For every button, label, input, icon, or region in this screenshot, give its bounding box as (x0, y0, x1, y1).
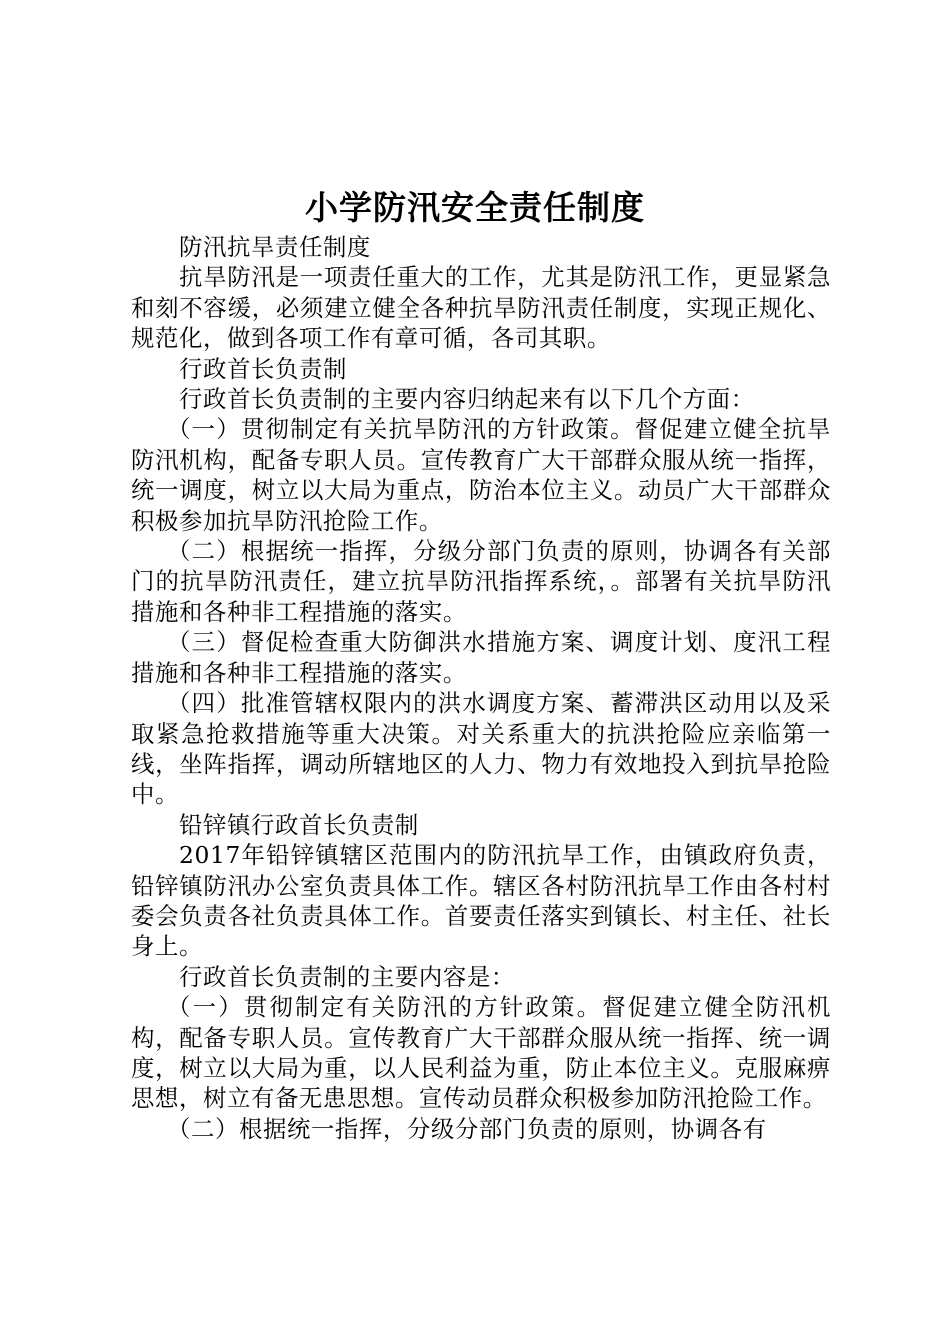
section-heading: 防汛抗旱责任制度 (179, 233, 371, 261)
paragraph: 2017年铅锌镇辖区范围内的防汛抗旱工作，由镇政府负责，铅锌镇防汛办公室负责具体工作。辖区各村防汛抗旱工作由各村村委会负责各社负责具体工作。首要责任落实到镇长、村主任、社长身上。 (131, 841, 831, 961)
section-heading: 行政首长负责制 (179, 354, 347, 383)
list-item: （四）批准管辖权限内的洪水调度方案、蓄滞洪区动用以及采取紧急抢救措施等重大决策。对关系重大的抗洪抢险应亲临第一线，坐阵指挥，调动所辖地区的人力、物力有效地投入到抗旱抢险中。 (131, 689, 831, 809)
list-item: （二）根据统一指挥，分级分部门负责的原则，协调各有关部门的抗旱防汛责任，建立抗旱防汛指挥系统，。部署有关抗旱防汛措施和各种非工程措施的落实。 (131, 537, 831, 626)
section-heading: 铅锌镇行政首长负责制 (179, 810, 419, 839)
list-item: （一）贯彻制定有关防汛的方针政策。督促建立健全防汛机构，配备专职人员。宣传教育广大干部群众服从统一指挥、统一调度，树立以大局为重，以人民利益为重，防止本位主义。克服麻痹思想，树立有备无患思想。宣传动员群众积极参加防汛抢险工作。 (131, 993, 831, 1113)
list-item: （一）贯彻制定有关抗旱防汛的方针政策。督促建立健全抗旱防汛机构，配备专职人员。宣传教育广大干部群众服从统一指挥，统一调度，树立以大局为重点，防治本位主义。动员广大干部群众积极参加抗旱防汛抢险工作。 (131, 415, 831, 535)
list-item: （二）根据统一指挥，分级分部门负责的原则，协调各有 (167, 1114, 767, 1143)
document-title: 小学防汛安全责任制度 (305, 188, 645, 227)
document-body (131, 232, 831, 1144)
paragraph: 行政首长负责制的主要内容归纳起来有以下几个方面： (179, 385, 755, 414)
list-item: （三）督促检查重大防御洪水措施方案、调度计划、度汛工程措施和各种非工程措施的落实。 (131, 628, 831, 687)
paragraph: 行政首长负责制的主要内容是： (179, 962, 515, 991)
paragraph: 抗旱防汛是一项责任重大的工作，尤其是防汛工作，更显紧急和刻不容缓，必须建立健全各种抗旱防汛责任制度，实现正规化、规范化，做到各项工作有章可循，各司其职。 (131, 263, 831, 353)
